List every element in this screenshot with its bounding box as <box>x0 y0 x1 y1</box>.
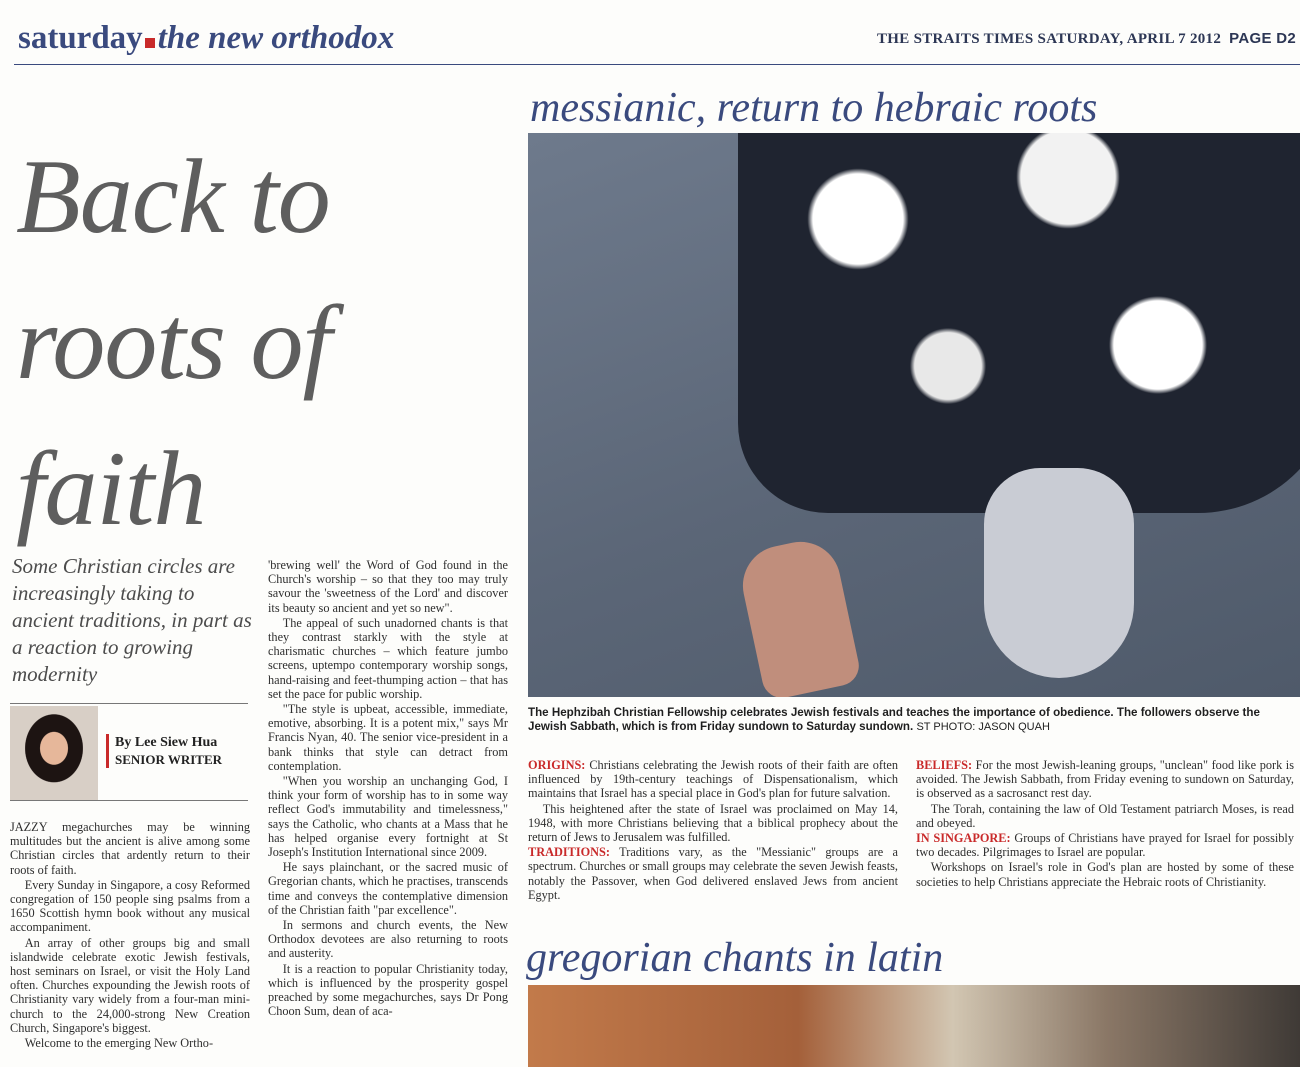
paragraph: Workshops on Israel's role in God's plan are hosted by some of these societies to help Christians appreciate the Hebraic roots of Christianity. <box>916 860 1294 889</box>
section-masthead <box>18 18 394 58</box>
paragraph: "The style is upbeat, accessible, immediate, emotive, absorbing. It is a potent mix," says Mr Francis Nyan, 40. The senior vice-president in a bank thinks that style can detract from contemplation. <box>268 702 508 773</box>
messianic-column-left <box>528 758 898 913</box>
paragraph: JAZZY megachurches may be winning multitudes but the ancient is alive among some Christian circles that ardently return to their roots of faith. <box>10 820 250 877</box>
masthead-rule <box>14 64 1300 65</box>
body-column-2 <box>268 558 508 1058</box>
beliefs-paragraph <box>916 758 1294 801</box>
caption-text: The Hephzibah Christian Fellowship celebrates Jewish festivals and teaches the importance of obedience. The followers observe the Jewish Sabbath, which is from Friday sundown to Saturday sundown. <box>528 706 1260 733</box>
article-standfirst: Some Christian circles are increasingly taking to ancient traditions, in part as a reaction to growing modernity <box>12 554 252 686</box>
newspaper-dateline <box>877 30 1296 48</box>
beliefs-label: BELIEFS: <box>916 758 973 772</box>
paragraph: The Torah, containing the law of Old Testament patriarch Moses, is read and obeyed. <box>916 801 1294 830</box>
paragraph: In sermons and church events, the New Orthodox devotees are also returning to roots and austerity. <box>268 918 508 961</box>
messianic-photo <box>528 133 1300 697</box>
byline-box <box>10 703 248 801</box>
author-name: By Lee Siew Hua <box>115 735 218 750</box>
author-role: SENIOR WRITER <box>115 752 223 767</box>
traditions-label: TRADITIONS: <box>528 845 610 860</box>
gregorian-photo <box>528 985 1300 1067</box>
paragraph: Welcome to the emerging New Ortho- <box>24 1036 214 1051</box>
paragraph: An array of other groups big and small islandwide celebrate exotic Jewish festivals, host seminars on Israel, or visit the Holy Land often. Churches expounding the Jewish roots of Christianity vary widely from a four-man mini-church to the 24,000-strong New Creation Church, Singapore's biggest. <box>10 935 250 1035</box>
section-theme: the new orthodox <box>157 20 395 56</box>
origins-paragraph <box>528 758 898 801</box>
article-headline: Back to roots of faith <box>16 138 331 547</box>
paragraph: The appeal of such unadorned chants is that they contrast starkly with the style at charismatic churches – which feature jumbo screens, uptempo contemporary worship songs, hand-raising and feet-thumping action – that has set the pace for public worship. <box>268 615 508 701</box>
kippah-cap <box>984 468 1134 678</box>
origins-text: Christians celebrating the Jewish roots of their faith are often influenced by 19th-century teachings of Dispensationalism, which maintains that Israel has a special place in God's plan for future salvation. <box>528 758 898 801</box>
floral-garment <box>738 133 1300 513</box>
traditions-paragraph <box>528 845 898 902</box>
paragraph: This heightened after the state of Israel was proclaimed on May 14, 1948, with more Christians believing that a biblical prophecy about the return of Jews to Jerusalem was fulfilled. <box>528 801 898 845</box>
paragraph: "When you worship an unchanging God, I think your form of worship has to in some way reflect God's immutability and timelessness," says the Catholic, who chants at a Mass that he has helped organise every fortnight at St Joseph's Institution International since 2009. <box>268 774 508 860</box>
paper-date: THE STRAITS TIMES SATURDAY, APRIL 7 2012 <box>876 31 1222 47</box>
paragraph: He says plainchant, or the sacred music of Gregorian chants, which he practises, transcends time and conveys the contemplative dimension of the Christian faith "par excellence". <box>268 860 508 917</box>
gregorian-subhead: gregorian chants in latin <box>526 935 944 981</box>
beliefs-text: For the most Jewish-leaning groups, "unclean" food like pork is avoided. The Jewish Sabbath, from Friday evening to sundown on Saturday, is observed as a sacrosanct rest day. <box>916 758 1294 801</box>
paragraph: It is a reaction to popular Christianity today, which is influenced by the prosperity gospel preached by some megachurches, says Dr Pong Choon Sum, dean of aca- <box>268 961 508 1019</box>
traditions-text: Traditions vary, as the "Messianic" groups are a spectrum. Churches or small groups may celebrate the seven Jewish feasts, notably the Passover, when God delivered enslaved Jews from ancient Egypt. <box>528 845 898 902</box>
section-name: saturday <box>18 20 143 56</box>
singapore-text: Groups of Christians have prayed for Israel for possibly two decades. Pilgrimages to Israel are popular. <box>916 831 1294 860</box>
photo-credit: ST PHOTO: JASON QUAH <box>916 721 1050 733</box>
body-column-1 <box>10 820 250 1060</box>
author-photo <box>10 706 98 800</box>
byline-text <box>106 734 222 768</box>
origins-label: ORIGINS: <box>528 758 586 772</box>
messianic-column-right <box>916 758 1294 918</box>
masthead-dot <box>145 38 155 48</box>
page-number: PAGE D2 <box>1229 30 1296 47</box>
messianic-subhead: messianic, return to hebraic roots <box>530 85 1098 131</box>
singapore-label: IN SINGAPORE: <box>916 831 1011 846</box>
paragraph: 'brewing well' the Word of God found in the Church's worship – so that they too may truly savour the 'sweetness of the Lord' and discover its beauty so ancient and yet so new". <box>268 558 508 615</box>
photo-caption <box>528 706 1300 734</box>
paragraph: Every Sunday in Singapore, a cosy Reformed congregation of 150 people sing psalms from a 1650 Scottish hymn book without any musical accompaniment. <box>10 877 250 935</box>
singapore-paragraph <box>916 831 1294 859</box>
hand-on-floor <box>735 534 862 697</box>
